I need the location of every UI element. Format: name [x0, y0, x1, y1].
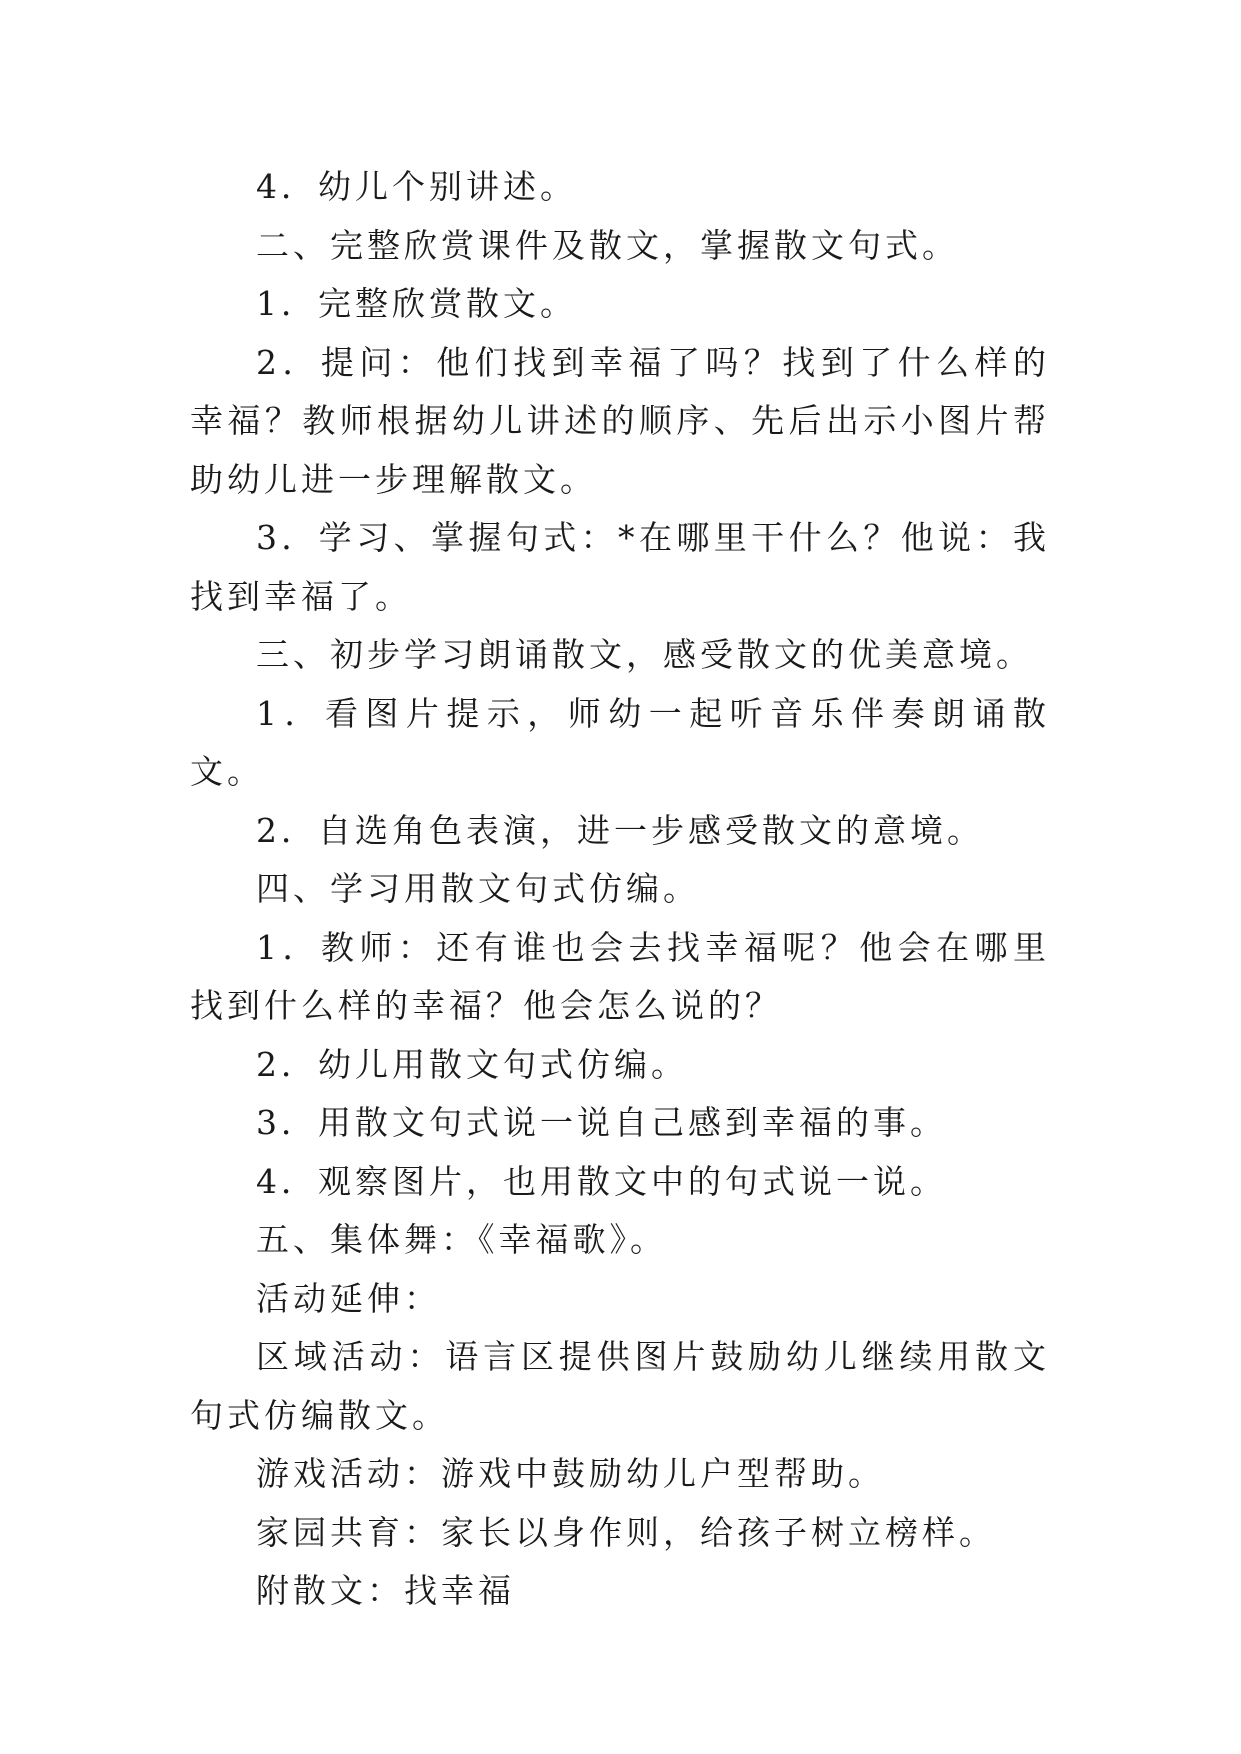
section-heading: 二、完整欣赏课件及散文，掌握散文句式。 [256, 225, 959, 265]
paragraph: 3．用散文句式说一说自己感到幸福的事。 [256, 1103, 947, 1142]
paragraph: 区域活动：语言区提供图片鼓励幼儿继续用散文句式仿编散文。 [190, 1337, 1050, 1435]
paragraph: 家园共育：家长以身作则，给孩子树立榜样。 [256, 1512, 996, 1552]
document-body [190, 158, 1050, 1621]
paragraph: 附散文：找幸福 [256, 1571, 515, 1610]
paragraph: 2．提问：他们找到幸福了吗？找到了什么样的幸福？教师根据幼儿讲述的顺序、先后出示小图片帮助幼儿进一步理解散文。 [190, 342, 1050, 499]
section-heading: 五、集体舞：《幸福歌》。 [256, 1220, 667, 1259]
paragraph: 1．完整欣赏散文。 [256, 284, 577, 323]
paragraph: 活动延伸： [256, 1278, 441, 1318]
paragraph: 4．观察图片，也用散文中的句式说一说。 [256, 1161, 947, 1201]
paragraph: 4．幼儿个别讲述。 [256, 167, 577, 206]
paragraph: 2．幼儿用散文句式仿编。 [256, 1044, 688, 1084]
paragraph: 1．看图片提示，师幼一起听音乐伴奏朗诵散文。 [190, 693, 1050, 791]
paragraph: 游戏活动：游戏中鼓励幼儿户型帮助。 [256, 1454, 885, 1493]
paragraph: 3．学习、掌握句式：*在哪里干什么？他说：我找到幸福了。 [190, 518, 1050, 616]
paragraph: 1．教师：还有谁也会去找幸福呢？他会在哪里找到什么样的幸福？他会怎么说的？ [190, 927, 1050, 1025]
section-heading: 三、初步学习朗诵散文，感受散文的优美意境。 [256, 635, 1033, 674]
section-heading: 四、学习用散文句式仿编。 [256, 869, 700, 908]
paragraph: 2．自选角色表演，进一步感受散文的意境。 [256, 810, 984, 850]
